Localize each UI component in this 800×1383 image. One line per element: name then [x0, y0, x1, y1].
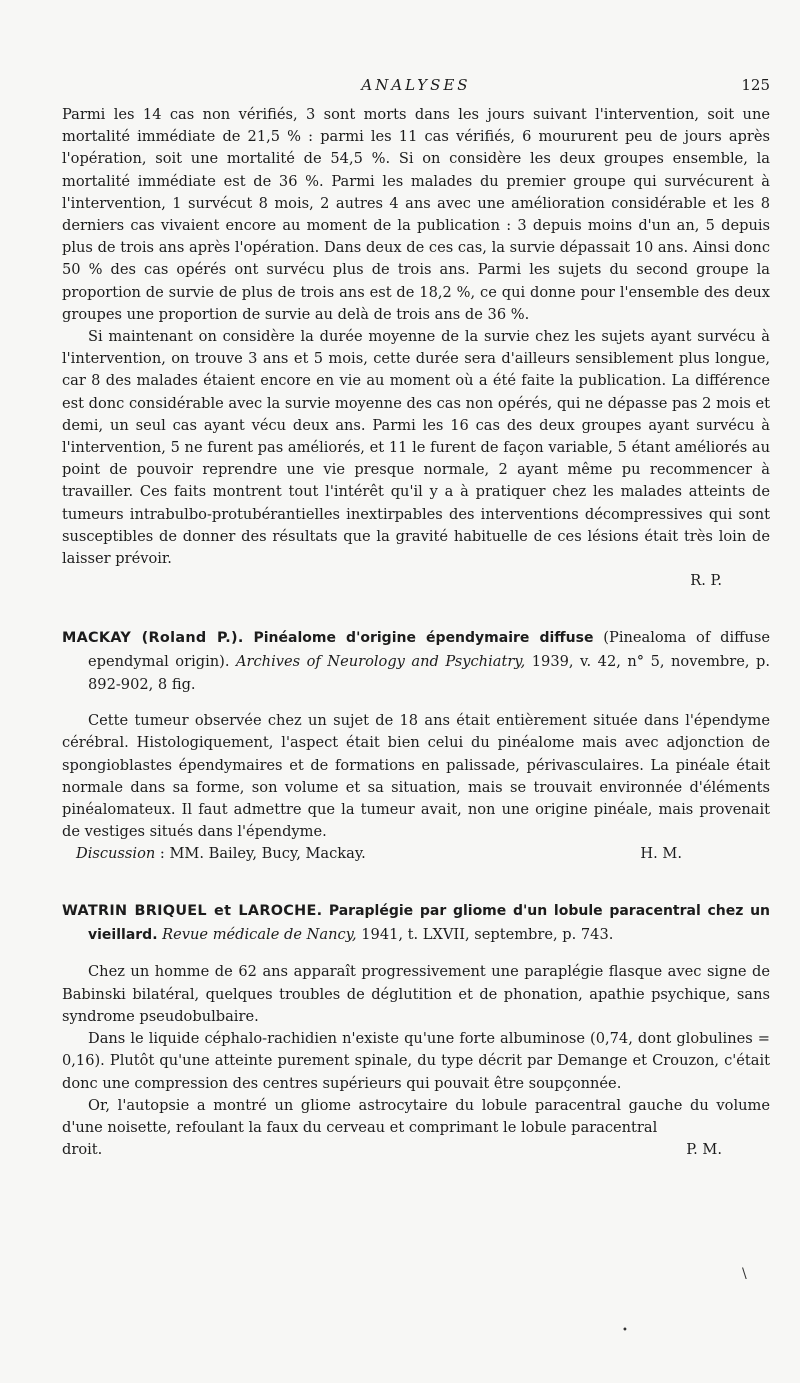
journal-name: Revue médicale de Nancy,	[162, 926, 357, 944]
document-page	[62, 74, 770, 1161]
reviewer-signature: H. M.	[640, 845, 682, 863]
body-paragraph: Si maintenant on considère la durée moyenne de la survie chez les sujets ayant survécu à l'intervention, on trouve 3 ans et 5 mois, cette durée sera d'ailleurs sensiblement plus longue, car 8 des malades étaient encore en vie au moment où a été faite la publication. La différence est donc considérable avec la survie moyenne des cas non opérés, qui ne dépasse pas 2 mois et demi, un seul cas ayant vécu deux ans. Parmi les 16 cas des deux groupes ayant survécu à l'intervention, 5 ne furent pas améliorés, et 11 le furent de façon variable, 5 étant améliorés au point de pouvoir reprendre une vie presque normale, 2 ayant même pu recommencer à travailler. Ces faits montrent tout l'intérêt qu'il y a à pratiquer chez les malades atteints de tumeurs intrabulbo-protubérantielles inextirpables des interventions décompressives qui sont susceptibles de donner des résultats que la gravité habituelle de ces lésions était très loin de laisser prévoir.	[62, 328, 770, 568]
journal-name: Archives of Neurology and Psychiatry,	[235, 653, 526, 671]
review-entry-mackay	[62, 626, 770, 865]
citation-details: 1939, v. 42, n° 5, novembre, p. 892-902, 8 fig.	[88, 653, 770, 694]
entry-heading	[62, 899, 770, 947]
page-number: 125	[741, 76, 770, 94]
entry-author: WATRIN BRIQUEL et LAROCHE.	[62, 903, 323, 920]
body-paragraph: Chez un homme de 62 ans apparaît progressivement une paraplégie flasque avec signe de Babinski bilatéral, quelques troubles de déglutition et de phonation, apathie psychique, sans syndrome pseudobulbaire.	[62, 963, 770, 1025]
entry-author: MACKAY (Roland P.).	[62, 630, 244, 647]
stray-dot-mark: •	[622, 1325, 628, 1336]
discussion-label: Discussion	[76, 845, 156, 863]
discussion-text: : MM. Bailey, Bucy, Mackay.	[155, 845, 366, 863]
reviewer-signature: R. P.	[690, 572, 722, 590]
body-paragraph: Cette tumeur observée chez un sujet de 18 ans était entièrement située dans l'épendyme cérébral. Histologiquement, l'aspect était bien celui du pinéalome mais avec adjonction de spongioblastes épendymaires et de formations en palissade, périvasculaires. La pinéale était normale dans sa forme, son volume et sa situation, mais se trouvait environnée d'éléments pinéalomateux. Il faut admettre que la tumeur avait, non une origine pinéale, mais provenait de vestiges situés dans l'épendyme.	[62, 712, 770, 841]
body-paragraph: Parmi les 14 cas non vérifiés, 3 sont morts dans les jours suivant l'intervention, soit une mortalité immédiate de 21,5 % : parmi les 11 cas vérifiés, 6 moururent peu de jours après l'opération, soit une mortalité de 54,5 %. Si on considère les deux groupes ensemble, la mortalité immédiate est de 36 %. Parmi les malades du premier groupe qui survécurent à l'intervention, 1 survécut 8 mois, 2 autres 4 ans avec une amélioration considérable et les 8 derniers cas vivaient encore au moment de la publication : 3 depuis moins d'un an, 5 depuis plus de trois ans après l'opération. Dans deux de ces cas, la survie dépassait 10 ans. Ainsi donc 50 % des cas opérés ont survécu plus de trois ans. Parmi les sujets du second groupe la proportion de survie de plus de trois ans est de 18,2 %, ce qui donne pour l'ensemble des deux groupes une proportion de survie au delà de trois ans de 36 %.	[62, 106, 770, 323]
running-title: ANALYSES	[361, 76, 471, 94]
closing-line	[62, 1139, 770, 1161]
previous-review-continuation	[62, 104, 770, 592]
stray-slash-mark: \	[742, 1266, 747, 1282]
closing-word: droit.	[62, 1141, 103, 1159]
discussion-line	[62, 843, 770, 865]
review-entry-watrin	[62, 899, 770, 1161]
entry-subtitle: (Pinealoma of diffuse ependymal origin).	[88, 629, 770, 671]
entry-title: Paraplégie par gliome d'un lobule paracentral chez un vieillard.	[88, 903, 771, 944]
body-paragraph: Or, l'autopsie a montré un gliome astrocytaire du lobule paracentral gauche du volume d'une noisette, refoulant la faux du cerveau et comprimant le lobule paracentral	[62, 1096, 770, 1136]
body-paragraph: Dans le liquide céphalo-rachidien n'existe qu'une forte albuminose (0,74, dont globulines = 0,16). Plutôt qu'une atteinte purement spinale, du type décrit par Demange et Crouzon, c'était donc une compression des centres supérieurs qui pouvait être soupçonnée.	[62, 1030, 770, 1092]
entry-heading	[62, 626, 770, 696]
citation-details: 1941, t. LXVII, septembre, p. 743.	[356, 926, 614, 944]
running-header	[62, 74, 770, 104]
reviewer-signature: P. M.	[686, 1141, 722, 1159]
entry-title: Pinéalome d'origine épendymaire diffuse	[253, 630, 594, 647]
